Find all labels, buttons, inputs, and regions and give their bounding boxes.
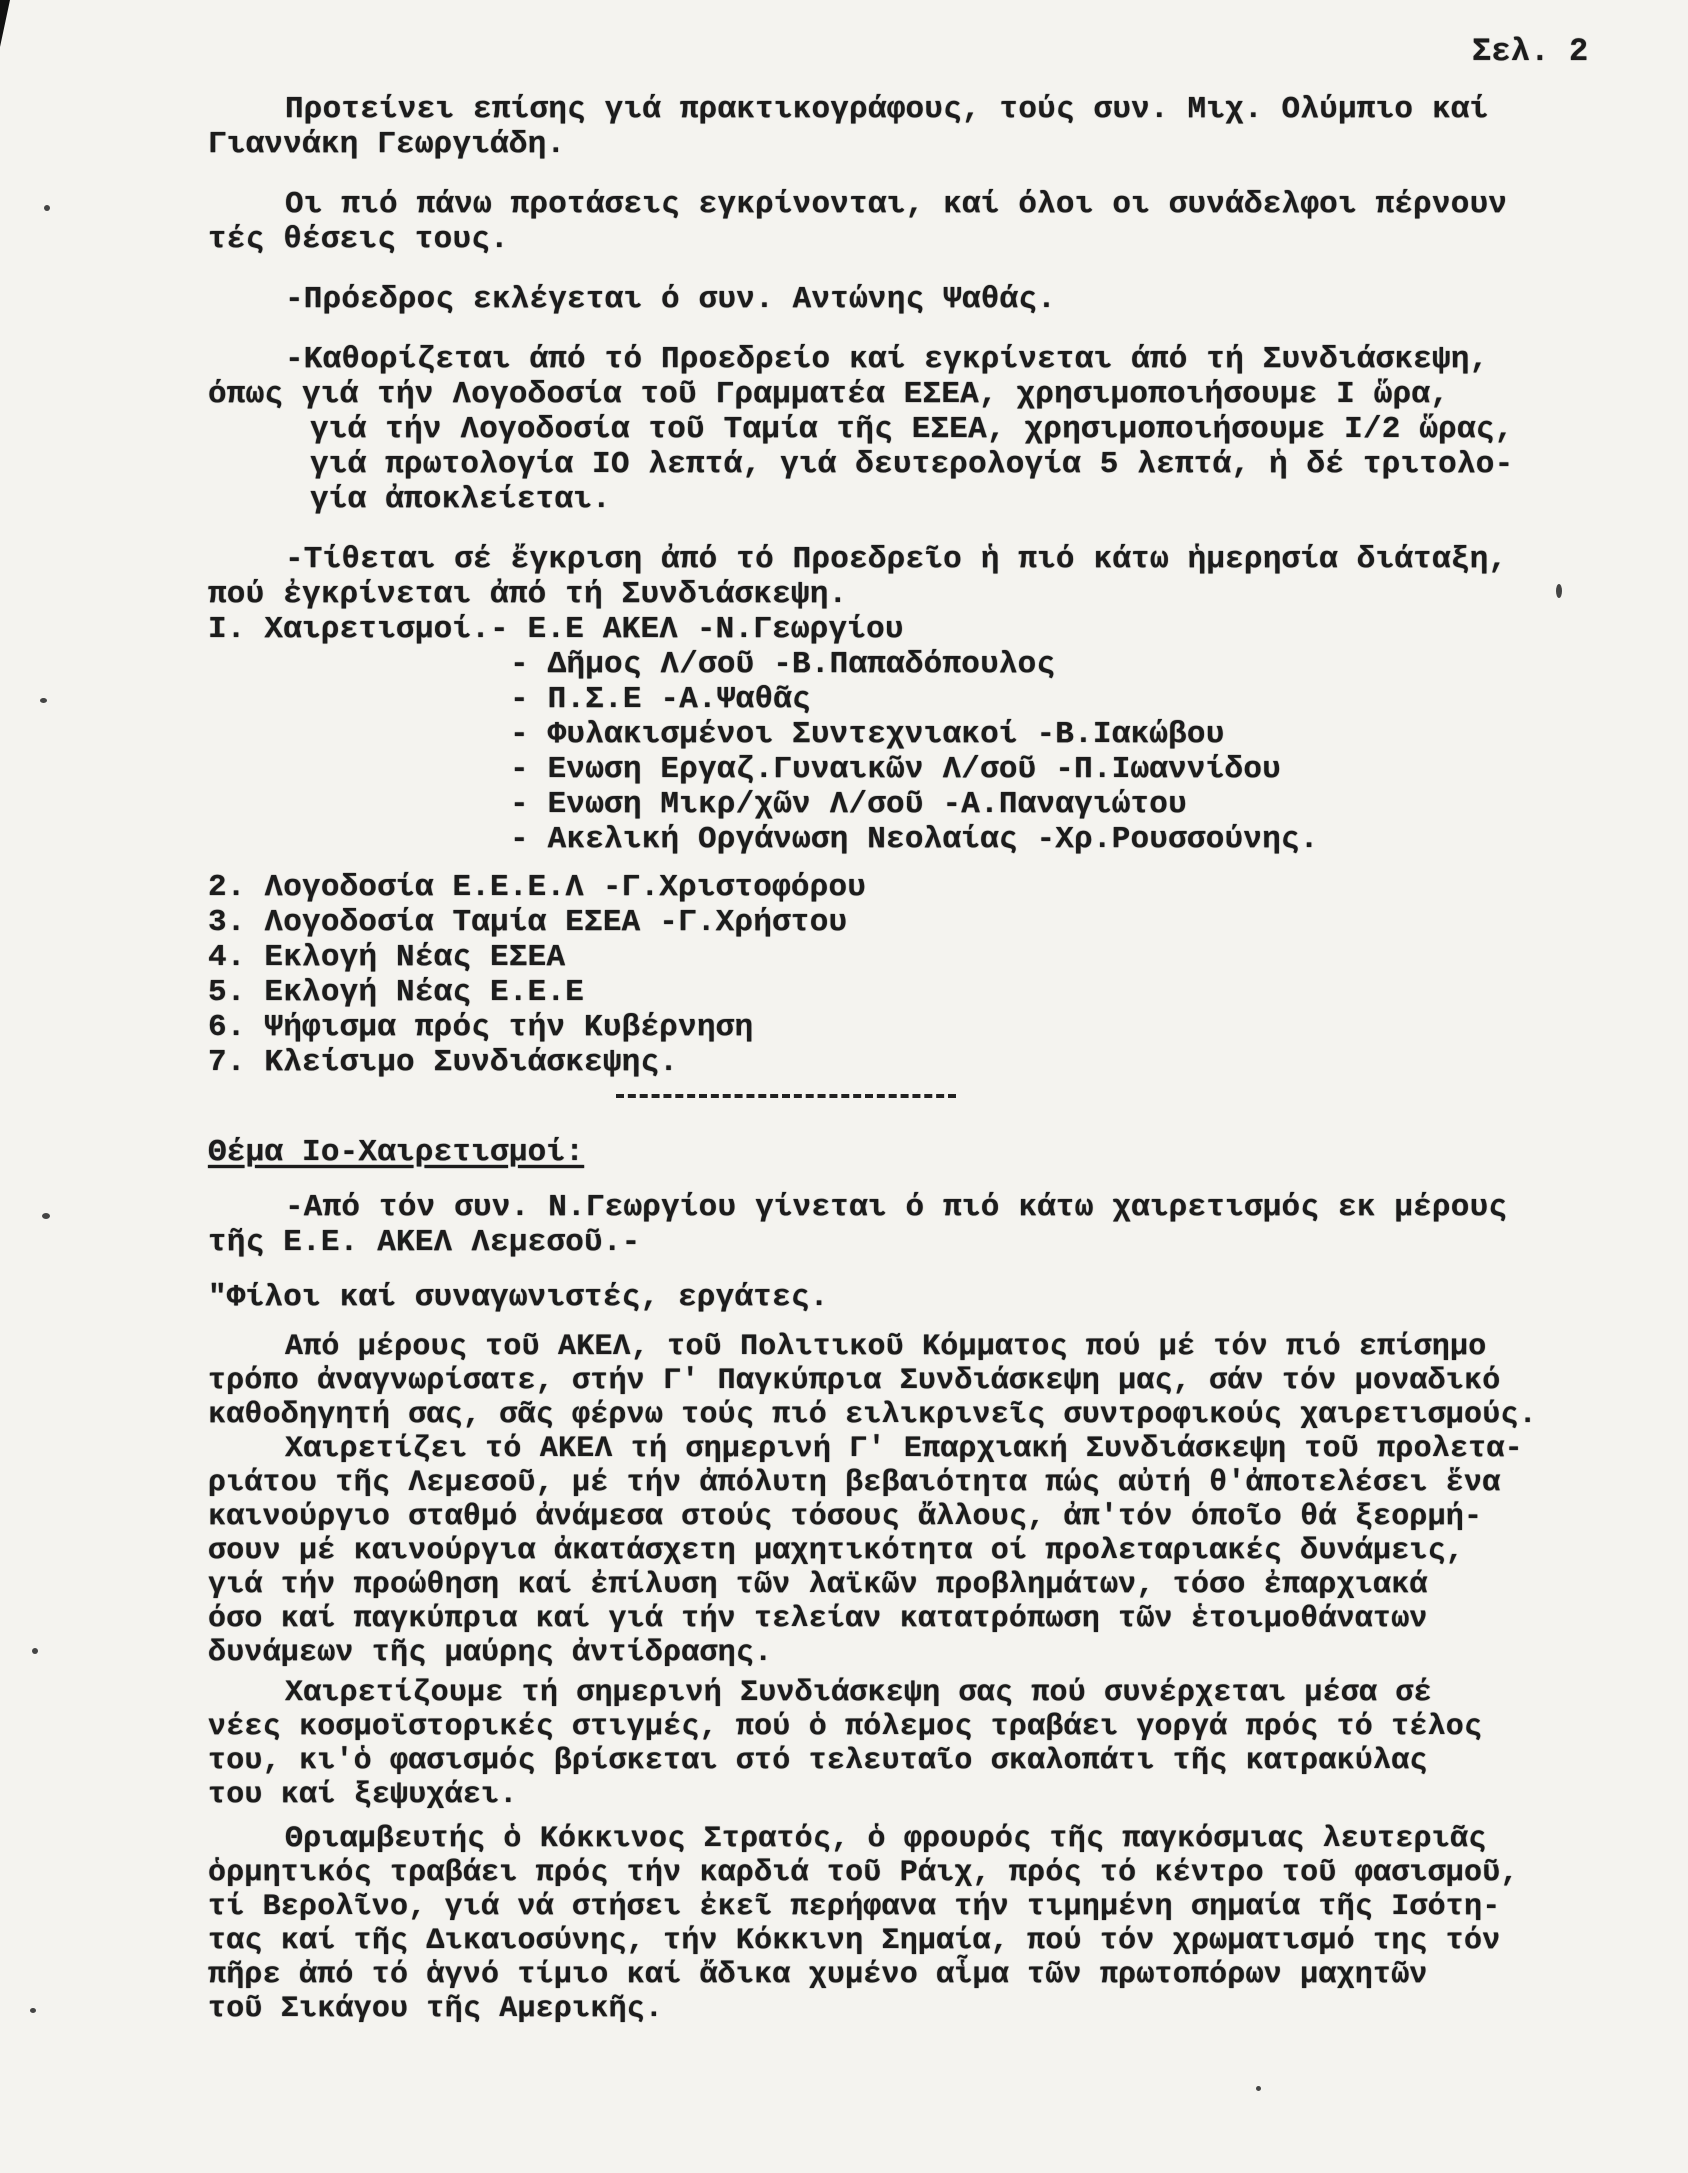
page-number: Σελ. 2 <box>1472 33 1589 70</box>
scan-speck <box>1556 584 1562 598</box>
scan-speck <box>40 698 47 703</box>
text-line: όπως γιά τήν Λογοδοσία τοῦ Γραμματέα ΕΣΕΑ, χρησιμοποιήσουμε Ι ὥρα, <box>208 377 1449 412</box>
text-line: νέες κοσμοϊστορικές στιγμές, πού ὁ πόλεμος τραβάει γοργά πρός τό τέλος <box>208 1710 1483 1744</box>
text-line: τρόπο ἀναγνωρίσατε, στήν Γ' Παγκύπρια Συνδιάσκεψη μας, σάν τόν μοναδικό <box>208 1364 1501 1398</box>
text-line: τῆς Ε.Ε. ΑΚΕΛ Λεμεσοῦ.- <box>208 1225 641 1260</box>
agenda-item: 2. Λογοδοσία Ε.Ε.Ε.Λ -Γ.Χριστοφόρου <box>208 870 867 905</box>
agenda-subitem: - Φυλακισμένοι Συντεχνιακοί -Β.Ιακώβου <box>510 717 1225 752</box>
section-heading: Θέμα Ιο-Χαιρετισμοί: <box>208 1135 585 1170</box>
agenda-item: I. Χαιρετισμοί.- Ε.Ε ΑΚΕΛ -Ν.Γεωργίου <box>208 612 904 647</box>
text-line: του, κι'ὁ φασισμός βρίσκεται στό τελευταῖο σκαλοπάτι τῆς κατρακύλας <box>208 1744 1428 1778</box>
text-line: πού ἐγκρίνεται ἀπό τή Συνδιάσκεψη. <box>208 577 848 612</box>
text-line: γιά τήν Λογοδοσία τοῦ Ταμία τῆς ΕΣΕΑ, χρησιμοποιήσουμε Ι/2 ὥρας, <box>310 412 1514 447</box>
text-line: "Φίλοι καί συναγωνιστές, εργάτες. <box>208 1280 829 1315</box>
text-line: πῆρε ἀπό τό ἁγνό τίμιο καί ἄδικα χυμένο αἷμα τῶν πρωτοπόρων μαχητῶν <box>208 1958 1428 1992</box>
section-divider <box>616 1094 956 1098</box>
text-line: καινούργιο σταθμό ἀνάμεσα στούς τόσους ἄλλους, ἀπ'τόν όποῖο θά ξεορμή- <box>208 1500 1483 1534</box>
agenda-subitem: - Ακελική Οργάνωση Νεολαίας -Χρ.Ρουσσούνης. <box>510 822 1319 857</box>
scan-speck <box>32 1648 38 1654</box>
text-line: -Από τόν συν. Ν.Γεωργίου γίνεται ό πιό κάτω χαιρετισμός εκ μέρους <box>285 1190 1508 1225</box>
text-line: ὁρμητικός τραβάει πρός τήν καρδιά τοῦ Ράιχ, πρός τό κέντρο τοῦ φασισμοῦ, <box>208 1856 1519 1890</box>
scan-speck <box>30 2008 36 2013</box>
scan-speck <box>42 1213 50 1219</box>
text-line: γία ἀποκλείεται. <box>310 482 611 517</box>
text-line: τας καί τῆς Δικαιοσύνης, τήν Κόκκινη Σημαία, πού τόν χρωματισμό της τόν <box>208 1924 1501 1958</box>
text-line: Οι πιό πάνω προτάσεις εγκρίνονται, καί όλοι οι συνάδελφοι πέρνουν <box>285 187 1508 222</box>
agenda-item: 5. Εκλογή Νέας Ε.Ε.Ε <box>208 975 585 1010</box>
text-line: δυνάμεων τῆς μαύρης ἀντίδρασης. <box>208 1636 773 1670</box>
text-line: Θριαμβευτής ὁ Κόκκινος Στρατός, ὁ φρουρός τῆς παγκόσμιας λευτεριᾶς <box>285 1822 1487 1856</box>
agenda-subitem: - Δῆμος Λ/σοῦ -Β.Παπαδόπουλος <box>510 647 1056 682</box>
agenda-subitem: - Π.Σ.Ε -Α.Ψαθᾶς <box>510 682 811 717</box>
text-line: Προτείνει επίσης γιά πρακτικογράφους, τούς συν. Μιχ. Ολύμπιο καί <box>285 92 1489 127</box>
text-line: -Καθορίζεται άπό τό Προεδρείο καί εγκρίνεται άπό τή Συνδιάσκεψη, <box>285 342 1489 377</box>
text-line: ριάτου τῆς Λεμεσοῦ, μέ τήν ἀπόλυτη βεβαιότητα πώς αὐτή θ'ἀποτελέσει ἕνα <box>208 1466 1501 1500</box>
text-line: Από μέρους τοῦ ΑΚΕΛ, τοῦ Πολιτικοῦ Κόμματος πού μέ τόν πιό επίσημο <box>285 1330 1487 1364</box>
agenda-item: 6. Ψήφισμα πρός τήν Κυβέρνηση <box>208 1010 754 1045</box>
text-line: του καί ξεψυχάει. <box>208 1778 518 1812</box>
agenda-item: 3. Λογοδοσία Ταμία ΕΣΕΑ -Γ.Χρήστου <box>208 905 848 940</box>
scan-mark <box>0 0 10 60</box>
text-line: τί Βερολῖνο, γιά νά στήσει ἐκεῖ περήφανα τήν τιμημένη σημαία τῆς Ισότη- <box>208 1890 1501 1924</box>
agenda-item: 4. Εκλογή Νέας ΕΣΕΑ <box>208 940 566 975</box>
text-line: γιά πρωτολογία ΙΟ λεπτά, γιά δευτερολογία 5 λεπτά, ἡ δέ τριτολο- <box>310 447 1514 482</box>
text-line: όσο καί παγκύπρια καί γιά τήν τελείαν κατατρόπωση τῶν ἑτοιμοθάνατων <box>208 1602 1428 1636</box>
agenda-subitem: - Ενωση Μικρ/χῶν Λ/σοῦ -Α.Παναγιώτου <box>510 787 1187 822</box>
scan-speck <box>1256 2086 1261 2091</box>
agenda-subitem: - Ενωση Εργαζ.Γυναικῶν Λ/σοῦ -Π.Ιωαννίδου <box>510 752 1281 787</box>
text-line: σουν μέ καινούργια ἀκατάσχετη μαχητικότητα οί προλεταριακές δυνάμεις, <box>208 1534 1465 1568</box>
text-line: Χαιρετίζει τό ΑΚΕΛ τή σημερινή Γ' Επαρχιακή Συνδιάσκεψη τοῦ προλετα- <box>285 1432 1523 1466</box>
scan-speck <box>44 205 50 211</box>
text-line: τοῦ Σικάγου τῆς Αμερικῆς. <box>208 1992 664 2026</box>
text-line: γιά τήν προώθηση καί ἐπίλυση τῶν λαϊκῶν προβλημάτων, τόσο ἐπαρχιακά <box>208 1568 1428 1602</box>
text-line: Χαιρετίζουμε τή σημερινή Συνδιάσκεψη σας πού συνέρχεται μέσα σέ <box>285 1676 1432 1710</box>
text-line: -Τίθεται σέ ἔγκριση ἀπό τό Προεδρεῖο ἡ πιό κάτω ἡμερησία διάταξη, <box>285 542 1508 577</box>
text-line: Γιαννάκη Γεωργιάδη. <box>208 127 566 162</box>
agenda-item: 7. Κλείσιμο Συνδιάσκεψης. <box>208 1045 679 1080</box>
text-line: -Πρόεδρος εκλέγεται ό συν. Αντώνης Ψαθάς. <box>285 282 1056 317</box>
text-line: τές θέσεις τους. <box>208 222 509 257</box>
text-line: καθοδηγητή σας, σᾶς φέρνω τούς πιό ειλικρινεῖς συντροφικούς χαιρετισμούς. <box>208 1398 1537 1432</box>
